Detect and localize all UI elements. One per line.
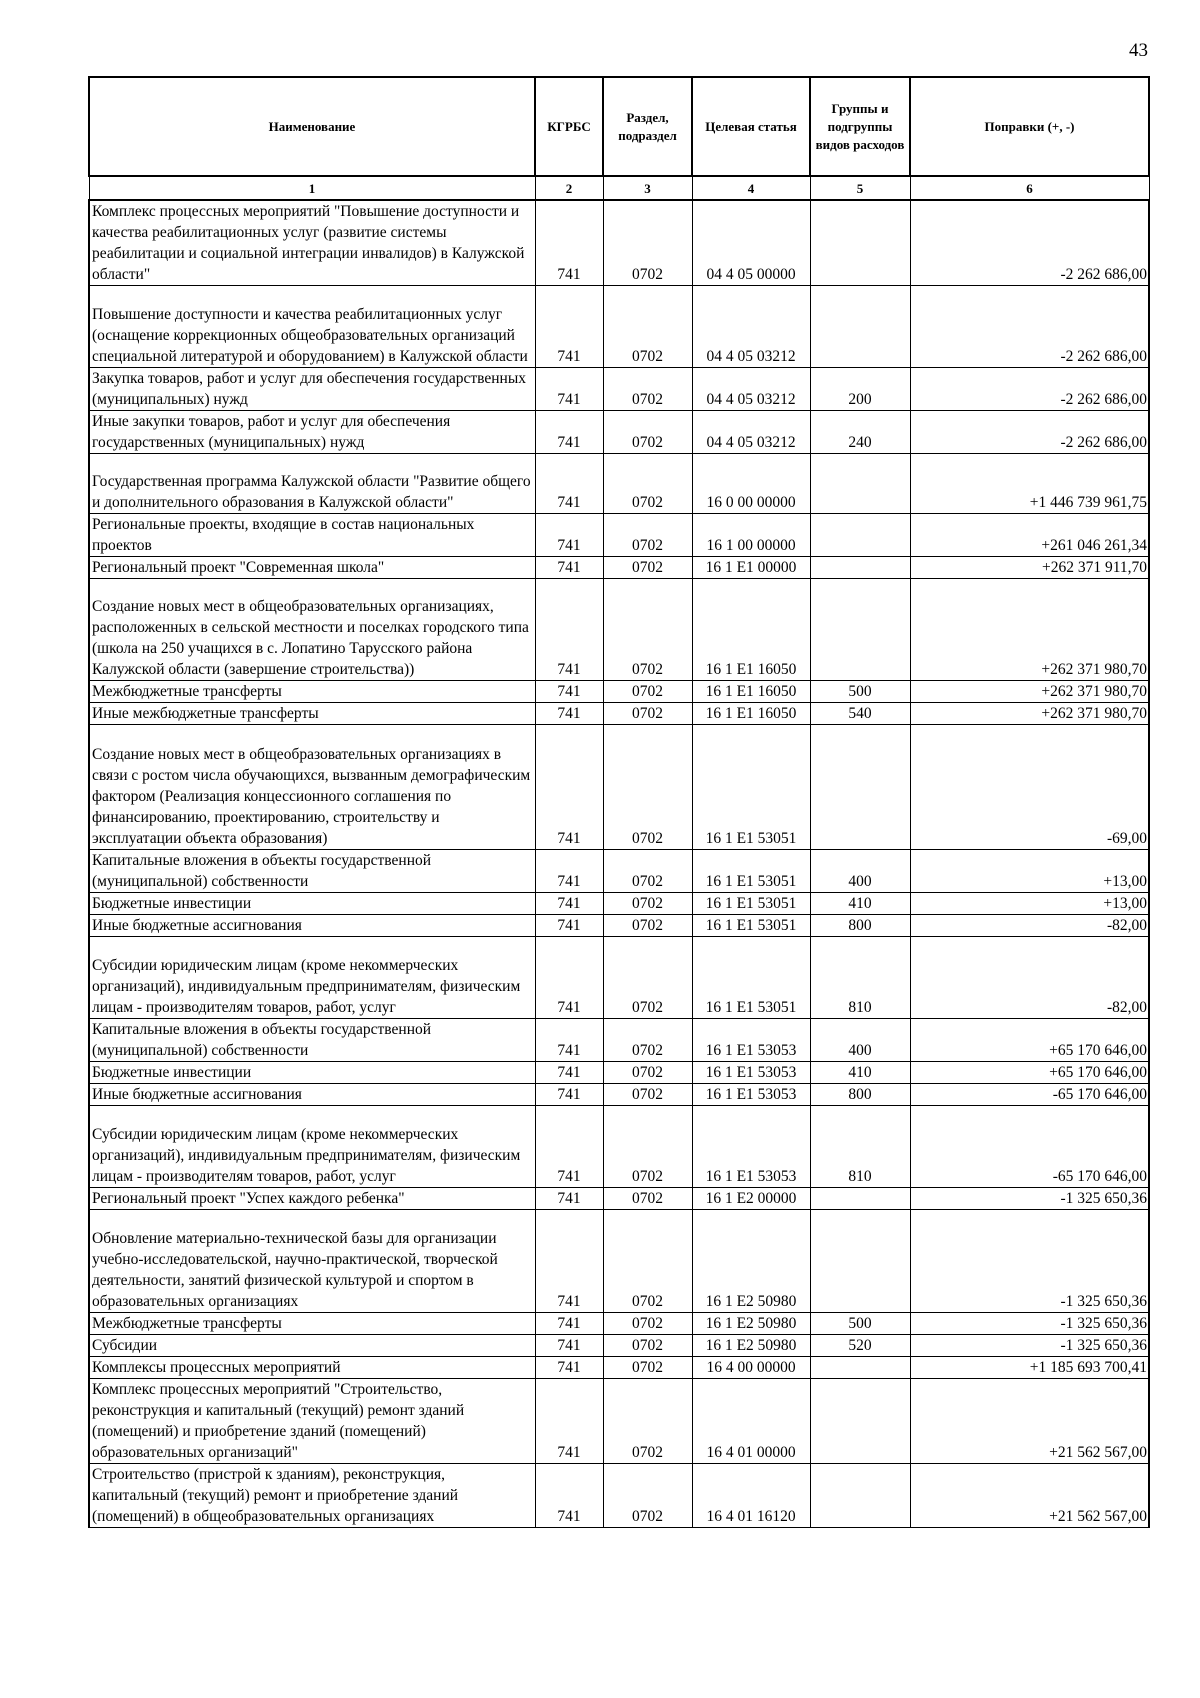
row-target: 16 1 Е1 53053 [692, 1106, 810, 1188]
row-amount: +262 371 980,70 [910, 681, 1149, 703]
row-amount: -82,00 [910, 937, 1149, 1019]
table-row [89, 850, 1149, 893]
row-target: 16 1 Е2 50980 [692, 1210, 810, 1313]
row-amount: -1 325 650,36 [910, 1335, 1149, 1357]
table-row [89, 703, 1149, 725]
row-amount: +262 371 911,70 [910, 557, 1149, 579]
row-section: 0702 [603, 915, 692, 937]
table-row [89, 286, 1149, 368]
row-group: 810 [810, 937, 910, 1019]
row-section: 0702 [603, 1313, 692, 1335]
row-section: 0702 [603, 1379, 692, 1464]
row-target: 16 1 Е1 53053 [692, 1084, 810, 1106]
row-name: Межбюджетные трансферты [89, 1313, 535, 1335]
row-section: 0702 [603, 1188, 692, 1210]
row-kgrbs: 741 [535, 286, 603, 368]
row-name: Иные бюджетные ассигнования [89, 1084, 535, 1106]
row-kgrbs: 741 [535, 893, 603, 915]
row-section: 0702 [603, 1019, 692, 1062]
row-kgrbs: 741 [535, 915, 603, 937]
row-name: Региональные проекты, входящие в состав национальных проектов [89, 514, 535, 557]
row-kgrbs: 741 [535, 514, 603, 557]
row-group: 400 [810, 1019, 910, 1062]
row-target: 04 4 05 03212 [692, 286, 810, 368]
row-kgrbs: 741 [535, 411, 603, 454]
row-name: Межбюджетные трансферты [89, 681, 535, 703]
header-amendments: Поправки (+, -) [910, 77, 1149, 176]
row-name: Иные бюджетные ассигнования [89, 915, 535, 937]
row-section: 0702 [603, 411, 692, 454]
table-row [89, 1188, 1149, 1210]
row-amount: -1 325 650,36 [910, 1313, 1149, 1335]
row-target: 04 4 05 00000 [692, 200, 810, 286]
row-target: 16 1 Е1 53053 [692, 1062, 810, 1084]
row-kgrbs: 741 [535, 454, 603, 514]
row-name: Субсидии [89, 1335, 535, 1357]
row-group [810, 557, 910, 579]
table-row [89, 681, 1149, 703]
row-group [810, 454, 910, 514]
column-number: 3 [603, 176, 692, 200]
row-name: Строительство (пристрой к зданиям), реконструкция, капитальный (текущий) ремонт и приобретение зданий (помещений) в общеобразовательных организациях [89, 1464, 535, 1528]
row-amount: +65 170 646,00 [910, 1062, 1149, 1084]
row-kgrbs: 741 [535, 1335, 603, 1357]
header-target: Целевая статья [692, 77, 810, 176]
column-number: 4 [692, 176, 810, 200]
row-amount: -1 325 650,36 [910, 1188, 1149, 1210]
row-amount: +1 185 693 700,41 [910, 1357, 1149, 1379]
header-section: Раздел, подраздел [603, 77, 692, 176]
row-group: 520 [810, 1335, 910, 1357]
row-target: 16 1 Е2 50980 [692, 1313, 810, 1335]
row-kgrbs: 741 [535, 1106, 603, 1188]
row-target: 16 1 Е1 53051 [692, 850, 810, 893]
row-amount: +13,00 [910, 893, 1149, 915]
row-name: Иные закупки товаров, работ и услуг для обеспечения государственных (муниципальных) нужд [89, 411, 535, 454]
row-kgrbs: 741 [535, 1379, 603, 1464]
row-name: Бюджетные инвестиции [89, 1062, 535, 1084]
row-target: 16 1 Е2 50980 [692, 1335, 810, 1357]
row-amount: -1 325 650,36 [910, 1210, 1149, 1313]
row-kgrbs: 741 [535, 1210, 603, 1313]
row-kgrbs: 741 [535, 937, 603, 1019]
row-section: 0702 [603, 725, 692, 850]
column-numbers-row [89, 176, 1149, 200]
table-row [89, 1019, 1149, 1062]
table-row [89, 1357, 1149, 1379]
table-row [89, 1313, 1149, 1335]
table-row [89, 200, 1149, 286]
row-name: Государственная программа Калужской области "Развитие общего и дополнительного образования в Калужской области" [89, 454, 535, 514]
row-group [810, 579, 910, 681]
column-number: 1 [89, 176, 535, 200]
row-section: 0702 [603, 200, 692, 286]
row-name: Комплекс процессных мероприятий "Строительство, реконструкция и капитальный (текущий) ремонт зданий (помещений) и приобретение зданий (помещений) образовательных организаций" [89, 1379, 535, 1464]
row-kgrbs: 741 [535, 557, 603, 579]
row-group [810, 1188, 910, 1210]
row-section: 0702 [603, 1464, 692, 1528]
column-number: 2 [535, 176, 603, 200]
row-name: Комплексы процессных мероприятий [89, 1357, 535, 1379]
row-target: 04 4 05 03212 [692, 411, 810, 454]
table-header-row [89, 77, 1149, 176]
table-row [89, 1379, 1149, 1464]
table-row [89, 937, 1149, 1019]
row-name: Создание новых мест в общеобразовательных организациях в связи с ростом числа обучающихся, вызванным демографическим фактором (Реализация концессионного соглашения по финансированию, проектированию, строительству и эксплуатации объекта образования) [89, 725, 535, 850]
row-name: Региональный проект "Современная школа" [89, 557, 535, 579]
row-target: 16 0 00 00000 [692, 454, 810, 514]
row-amount: -65 170 646,00 [910, 1084, 1149, 1106]
table-row [89, 368, 1149, 411]
row-amount: -2 262 686,00 [910, 200, 1149, 286]
row-section: 0702 [603, 1210, 692, 1313]
row-section: 0702 [603, 557, 692, 579]
row-amount: +21 562 567,00 [910, 1464, 1149, 1528]
row-section: 0702 [603, 1335, 692, 1357]
header-groups: Группы и подгруппы видов расходов [810, 77, 910, 176]
row-group: 410 [810, 893, 910, 915]
row-name: Субсидии юридическим лицам (кроме некоммерческих организаций), индивидуальным предпринимателям, физическим лицам - производителям товаров, работ, услуг [89, 1106, 535, 1188]
row-name: Повышение доступности и качества реабилитационных услуг (оснащение коррекционных общеобразовательных организаций специальной литературой и оборудованием) в Калужской области [89, 286, 535, 368]
table-row [89, 557, 1149, 579]
table-row [89, 1084, 1149, 1106]
row-target: 16 1 Е1 53051 [692, 915, 810, 937]
row-group [810, 1210, 910, 1313]
row-group: 400 [810, 850, 910, 893]
row-amount: +21 562 567,00 [910, 1379, 1149, 1464]
row-target: 16 1 00 00000 [692, 514, 810, 557]
table-row [89, 1106, 1149, 1188]
row-kgrbs: 741 [535, 1188, 603, 1210]
row-kgrbs: 741 [535, 1084, 603, 1106]
row-group: 410 [810, 1062, 910, 1084]
row-section: 0702 [603, 893, 692, 915]
row-amount: -69,00 [910, 725, 1149, 850]
row-target: 16 1 Е1 16050 [692, 703, 810, 725]
row-amount: -2 262 686,00 [910, 411, 1149, 454]
header-kgrbs: КГРБС [535, 77, 603, 176]
row-amount: -65 170 646,00 [910, 1106, 1149, 1188]
row-amount: +1 446 739 961,75 [910, 454, 1149, 514]
row-name: Бюджетные инвестиции [89, 893, 535, 915]
column-number: 6 [910, 176, 1149, 200]
page-number: 43 [1129, 40, 1148, 61]
row-section: 0702 [603, 454, 692, 514]
header-name: Наименование [89, 77, 535, 176]
table-body [89, 200, 1149, 1528]
row-group [810, 1357, 910, 1379]
row-amount: +262 371 980,70 [910, 703, 1149, 725]
row-section: 0702 [603, 850, 692, 893]
row-group: 540 [810, 703, 910, 725]
table-row [89, 915, 1149, 937]
row-target: 16 1 Е1 53051 [692, 893, 810, 915]
row-group [810, 1379, 910, 1464]
row-kgrbs: 741 [535, 579, 603, 681]
row-group [810, 286, 910, 368]
row-group: 800 [810, 1084, 910, 1106]
row-section: 0702 [603, 1062, 692, 1084]
row-group: 500 [810, 1313, 910, 1335]
row-group: 240 [810, 411, 910, 454]
row-kgrbs: 741 [535, 703, 603, 725]
row-group: 810 [810, 1106, 910, 1188]
table-row [89, 893, 1149, 915]
row-target: 16 1 Е1 16050 [692, 681, 810, 703]
row-section: 0702 [603, 286, 692, 368]
row-target: 16 1 Е1 00000 [692, 557, 810, 579]
row-kgrbs: 741 [535, 1019, 603, 1062]
table-row [89, 454, 1149, 514]
row-target: 04 4 05 03212 [692, 368, 810, 411]
row-section: 0702 [603, 1084, 692, 1106]
row-amount: -2 262 686,00 [910, 286, 1149, 368]
row-group: 800 [810, 915, 910, 937]
row-name: Комплекс процессных мероприятий "Повышение доступности и качества реабилитационных услуг (развитие системы реабилитации и социальной интеграции инвалидов) в Калужской области" [89, 200, 535, 286]
row-group: 200 [810, 368, 910, 411]
row-target: 16 4 01 16120 [692, 1464, 810, 1528]
column-number: 5 [810, 176, 910, 200]
row-section: 0702 [603, 1357, 692, 1379]
table-row [89, 1464, 1149, 1528]
row-amount: +65 170 646,00 [910, 1019, 1149, 1062]
row-amount: -2 262 686,00 [910, 368, 1149, 411]
row-target: 16 1 Е1 16050 [692, 579, 810, 681]
row-name: Субсидии юридическим лицам (кроме некоммерческих организаций), индивидуальным предпринимателям, физическим лицам - производителям товаров, работ, услуг [89, 937, 535, 1019]
row-name: Региональный проект "Успех каждого ребенка" [89, 1188, 535, 1210]
table-row [89, 725, 1149, 850]
row-kgrbs: 741 [535, 1062, 603, 1084]
row-target: 16 4 00 00000 [692, 1357, 810, 1379]
table-row [89, 411, 1149, 454]
table-row [89, 514, 1149, 557]
row-kgrbs: 741 [535, 1313, 603, 1335]
row-name: Иные межбюджетные трансферты [89, 703, 535, 725]
row-section: 0702 [603, 1106, 692, 1188]
row-section: 0702 [603, 368, 692, 411]
budget-amendments-table [88, 76, 1150, 1528]
row-kgrbs: 741 [535, 368, 603, 411]
row-kgrbs: 741 [535, 200, 603, 286]
row-name: Создание новых мест в общеобразовательных организациях, расположенных в сельской местности и поселках городского типа (школа на 250 учащихся в с. Лопатино Тарусского района Калужской области (завершение строительства)) [89, 579, 535, 681]
row-kgrbs: 741 [535, 1357, 603, 1379]
row-group [810, 725, 910, 850]
table-row [89, 579, 1149, 681]
row-section: 0702 [603, 579, 692, 681]
row-amount: +262 371 980,70 [910, 579, 1149, 681]
row-kgrbs: 741 [535, 725, 603, 850]
row-amount: +13,00 [910, 850, 1149, 893]
row-target: 16 1 Е2 00000 [692, 1188, 810, 1210]
row-group [810, 514, 910, 557]
row-group: 500 [810, 681, 910, 703]
row-section: 0702 [603, 937, 692, 1019]
row-kgrbs: 741 [535, 681, 603, 703]
row-amount: -82,00 [910, 915, 1149, 937]
row-amount: +261 046 261,34 [910, 514, 1149, 557]
row-name: Капитальные вложения в объекты государственной (муниципальной) собственности [89, 1019, 535, 1062]
row-kgrbs: 741 [535, 1464, 603, 1528]
row-kgrbs: 741 [535, 850, 603, 893]
row-name: Обновление материально-технической базы для организации учебно-исследовательской, научно-практической, творческой деятельности, занятий физической культурой и спортом в образовательных организациях [89, 1210, 535, 1313]
table-row [89, 1210, 1149, 1313]
row-target: 16 1 Е1 53051 [692, 725, 810, 850]
row-section: 0702 [603, 514, 692, 557]
row-group [810, 200, 910, 286]
row-section: 0702 [603, 703, 692, 725]
row-group [810, 1464, 910, 1528]
row-name: Капитальные вложения в объекты государственной (муниципальной) собственности [89, 850, 535, 893]
row-target: 16 1 Е1 53053 [692, 1019, 810, 1062]
row-target: 16 1 Е1 53051 [692, 937, 810, 1019]
row-target: 16 4 01 00000 [692, 1379, 810, 1464]
table-row [89, 1062, 1149, 1084]
row-name: Закупка товаров, работ и услуг для обеспечения государственных (муниципальных) нужд [89, 368, 535, 411]
row-section: 0702 [603, 681, 692, 703]
table-row [89, 1335, 1149, 1357]
